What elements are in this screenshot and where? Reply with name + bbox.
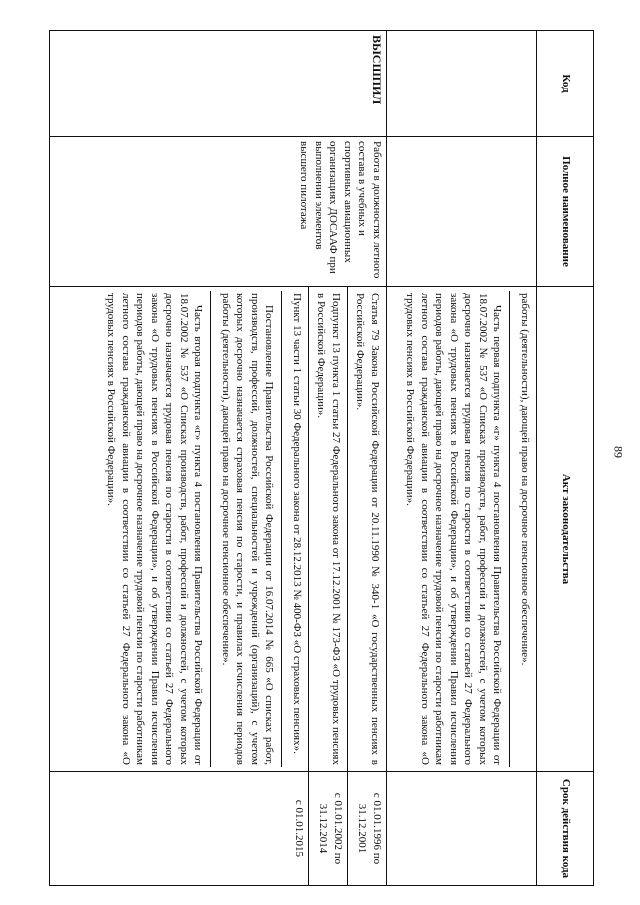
term-cell-empty [387,772,537,886]
act-paragraph: Подпункт 13 пункта 1 статьи 27 Федерального закона от 17.12.2001 № 173-ФЗ «О трудовых пенсиях в Российской Федерации». [315,293,342,765]
term-cell: с 01.01.2015 [50,772,309,886]
act-cell [50,287,309,772]
act-cell-continuation [387,287,537,772]
act-cell [308,287,347,772]
header-term: Срок действия кода [537,772,594,886]
table-row [347,31,386,886]
page-number: 89 [611,446,626,458]
act-paragraph: Статья 79 Закона Российской Федерации от 20.11.1990 № 340-1 «О государственных пенсиях в Российской Федерации». [354,293,381,765]
code-cell-empty [387,31,537,137]
act-cell [347,287,386,772]
code-cell: ВЫСШПИЛ [50,31,387,137]
act-paragraph: Пункт 13 части 1 статьи 30 Федерального закона от 28.12.2013 № 400-ФЗ «О страховых пенсиях». [290,293,303,754]
act-paragraph: Часть вторая подпункта «г» пункта 4 постановления Правительства Российской Федерации от 18.07.2002 № 537 «О Списках производств, работ, профессий и должностей, с учетом которых досрочно назначается трудовая пенсия по старости в соответствии со статьей 27 Федерального закона «О трудовых пенсиях в Российской Федерации», и об утверждении Правил исчисления периодов работы, дающей право на досрочное назначение трудовой пенсии по старости работникам летного состава гражданской авиации в соответствии со статьей 27 Федерального закона «О трудовых пенсиях в Российской Федерации». [101,291,212,767]
act-paragraph: Постановление Правительства Российской Федерации от 16.07.2014 № 665 «О списках работ, производств, профессий, должностей, специальностей и учреждений (организаций), с учетом которых досрочно назначается страховая пенсия по старости, и правилах исчисления периодов работы (деятельности), дающей право на досрочное пенсионное обеспечение». [215,291,282,767]
table-row-continuation [387,31,537,886]
legislation-table [49,30,594,886]
act-paragraph: Часть первая подпункта «г» пункта 4 постановления Правительства Российской Федерации от 18.07.2002 № 537 «О Списках производств, работ, профессий и должностей, с учетом которых досрочно назначается трудовая пенсия по старости в соответствии со статьей 27 Федерального закона «О трудовых пенсиях в Российской Федерации», и об утверждении Правил исчисления периодов работы, дающей право на досрочное назначение трудовой пенсии по старости работникам летного состава гражданской авиации в соответствии со статьей 27 Федерального закона «О трудовых пенсиях в Российской Федерации». [400,291,511,767]
header-act: Акт законодательства [537,287,594,772]
name-cell-empty [387,137,537,287]
header-full-name: Полное наименование [537,137,594,287]
rotated-page-content [49,30,594,885]
term-cell: с 01.01.2002 по 31.12.2014 [308,772,347,886]
header-code: Код [537,31,594,137]
full-name-cell: Работа в должностях летного состава в учебных и спортивных авиационных организациях ДОСААФ при выполнении элементов высшего пилотажа [50,137,387,287]
act-paragraph: работы (деятельности), дающей право на досрочное пенсионное обеспечение». [519,293,531,666]
term-cell: с 01.01.1996 по 31.12.2001 [347,772,386,886]
table-header-row [537,31,594,886]
